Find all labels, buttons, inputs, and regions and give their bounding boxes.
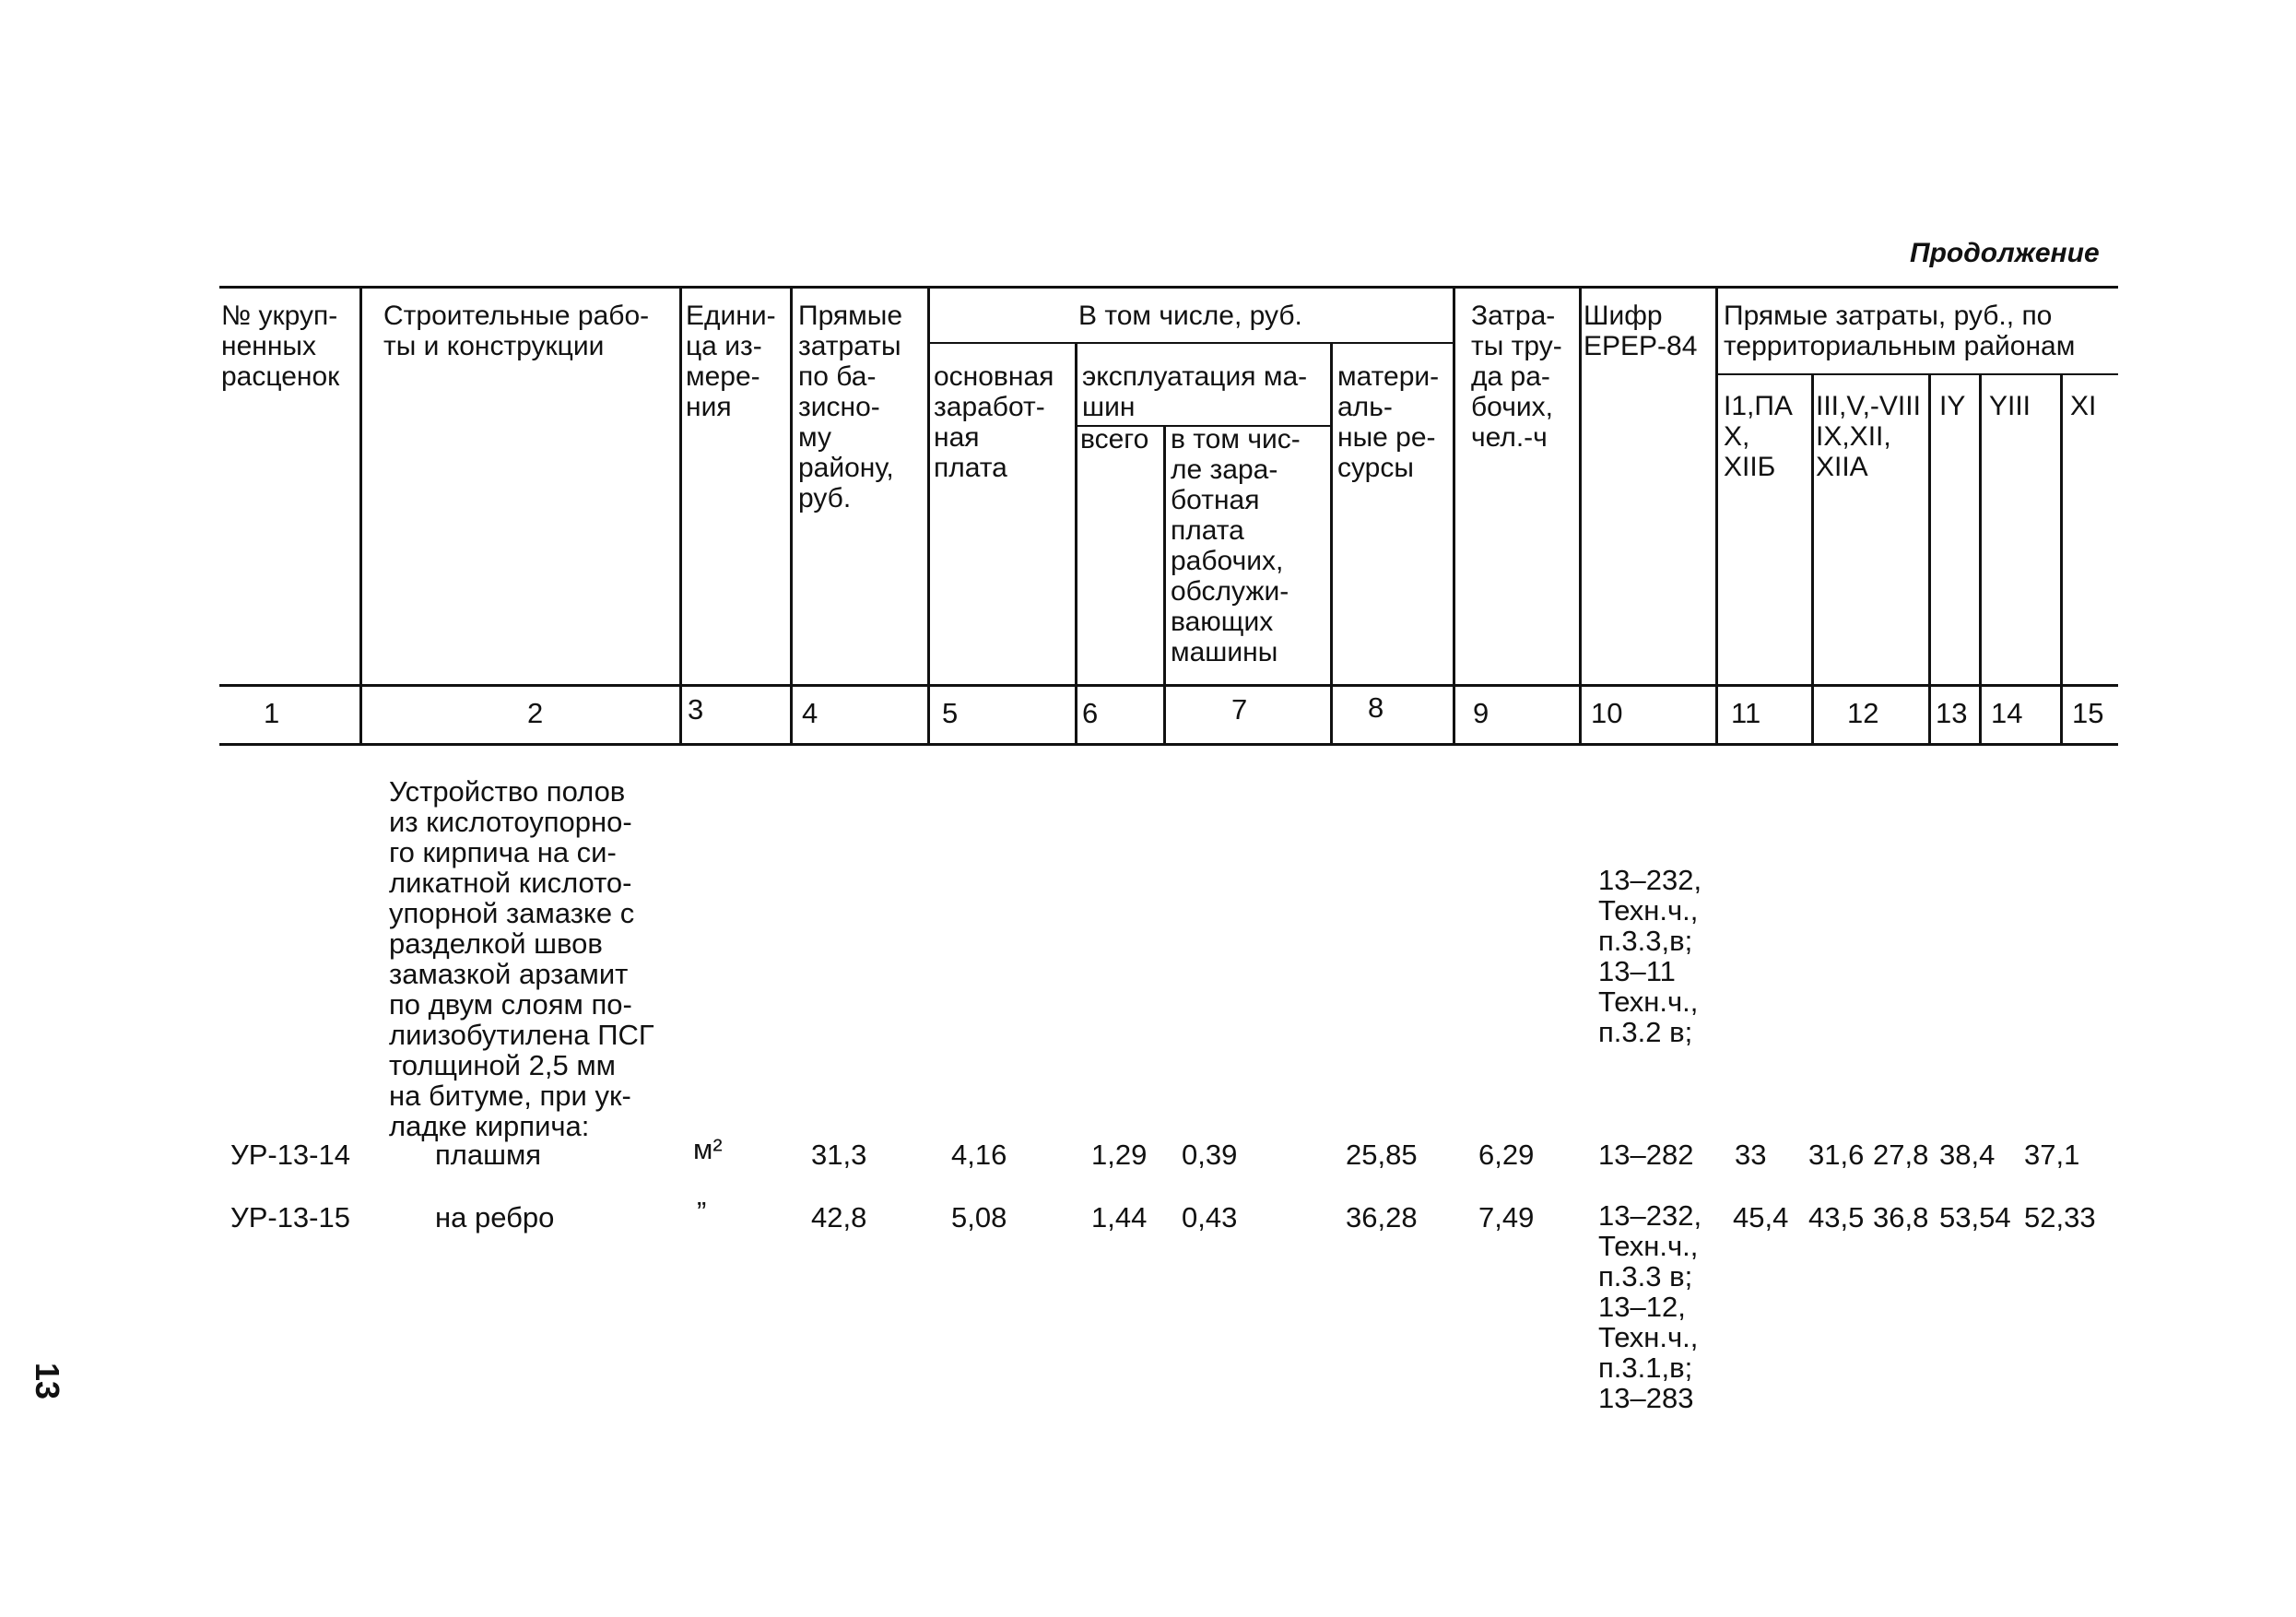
row1-unit: м² — [693, 1133, 723, 1165]
colnum-5: 5 — [942, 697, 959, 729]
header-col7: в том чис- ле зара- ботная плата рабочих, обслужи- вающих машины — [1171, 424, 1301, 667]
row2-direct: 42,8 — [811, 1201, 867, 1233]
row1-mach-total: 1,29 — [1091, 1139, 1148, 1171]
colnum-12: 12 — [1847, 697, 1879, 729]
row2-mach-wage: 0,43 — [1182, 1201, 1238, 1233]
row1-work: плашмя — [435, 1139, 542, 1171]
header-col10: Шифр ЕРЕР-84 — [1584, 301, 1698, 361]
header-col5: основная заработ- ная плата — [934, 361, 1054, 483]
header-col3: Едини- ца из- мере- ния — [686, 301, 776, 422]
col-rule-11 — [1811, 374, 1814, 743]
colnum-14: 14 — [1991, 697, 2023, 729]
row2-r11: 45,4 — [1733, 1201, 1789, 1233]
row2-r12: 43,5 — [1808, 1201, 1865, 1233]
row2-cipher: 13–232, Техн.ч., п.3.3 в; 13–12, Техн.ч., п.3.1,в; 13–283 — [1598, 1199, 1702, 1414]
col-rule-12 — [1928, 374, 1931, 743]
row1-mach-wage: 0,39 — [1182, 1139, 1238, 1171]
colnum-11: 11 — [1731, 697, 1761, 729]
section-code: 13–232, Техн.ч., п.3.3,в; 13–11 Техн.ч., п.3.2 в; — [1598, 864, 1702, 1048]
row2-wage: 5,08 — [951, 1201, 1007, 1233]
row1-cipher: 13–282 — [1598, 1139, 1694, 1171]
col-rule-14 — [2060, 374, 2063, 743]
row2-unit: ” — [697, 1196, 707, 1228]
header-col12: III,V,-VIII IX,XII, XIIA — [1816, 391, 1921, 482]
row1-r15: 37,1 — [2024, 1139, 2080, 1171]
colnum-8: 8 — [1368, 691, 1384, 724]
section-title: Устройство полов из кислотоупорно- го кирпича на си- ликатной кислото- упорной замазке с разделкой швов замазкой арзамит по двум слоям по- лиизобутилена ПСГ толщиной 2,5 мм на битуме, при ук- ладке кирпича: — [389, 775, 654, 1142]
numbers-bottom-rule — [219, 743, 2118, 746]
col-rule-7 — [1330, 343, 1333, 743]
colnum-7: 7 — [1231, 693, 1248, 726]
col-rule-10 — [1715, 286, 1718, 743]
colnum-15: 15 — [2072, 697, 2104, 729]
group-5-8-rule — [929, 342, 1454, 344]
row1-r13: 27,8 — [1873, 1139, 1929, 1171]
row2-code: УР-13-15 — [230, 1201, 350, 1233]
header-col13: IY — [1939, 391, 1966, 421]
row2-materials: 36,28 — [1346, 1201, 1418, 1233]
colnum-1: 1 — [264, 697, 280, 729]
row2-r15: 52,33 — [2024, 1201, 2096, 1233]
header-col15: XI — [2070, 391, 2097, 421]
row2-r14: 53,54 — [1939, 1201, 2011, 1233]
col-rule-9 — [1579, 286, 1582, 743]
row1-materials: 25,85 — [1346, 1139, 1418, 1171]
row2-r13: 36,8 — [1873, 1201, 1929, 1233]
colnum-13: 13 — [1936, 697, 1968, 729]
row1-code: УР-13-14 — [230, 1139, 350, 1171]
row2-labor: 7,49 — [1478, 1201, 1535, 1233]
row1-r14: 38,4 — [1939, 1139, 1996, 1171]
col-rule-5 — [1075, 343, 1077, 743]
row1-r11: 33 — [1735, 1139, 1767, 1171]
row1-wage: 4,16 — [951, 1139, 1007, 1171]
colnum-3: 3 — [688, 693, 704, 726]
col-rule-8 — [1453, 286, 1455, 743]
group-11-15-rule — [1718, 373, 2118, 375]
header-col4: Прямые затраты по ба- зисно- му району, руб. — [798, 301, 903, 513]
row1-direct: 31,3 — [811, 1139, 867, 1171]
colnum-9: 9 — [1473, 697, 1489, 729]
header-col1: № укруп- ненных расценок — [221, 301, 340, 392]
colnum-4: 4 — [802, 697, 818, 729]
col-rule-3 — [790, 286, 793, 743]
colnum-10: 10 — [1591, 697, 1623, 729]
table-top-rule — [219, 286, 2118, 289]
header-col6: всего — [1080, 424, 1149, 454]
col-rule-4 — [927, 286, 930, 743]
header-col8: матери- аль- ные ре- сурсы — [1337, 361, 1440, 483]
header-bottom-rule — [219, 684, 2118, 687]
col-rule-2 — [679, 286, 682, 743]
header-group-11-15: Прямые затраты, руб., по территориальным районам — [1724, 301, 2076, 361]
header-group-5-8: В том числе, руб. — [1078, 301, 1302, 331]
colnum-6: 6 — [1082, 697, 1099, 729]
header-col11: I1,ПА X, XIIБ — [1724, 391, 1793, 482]
col-rule-6 — [1163, 426, 1166, 743]
col-rule-1 — [359, 286, 362, 743]
header-col2: Строительные рабо- ты и конструкции — [383, 301, 650, 361]
page-number: 13 — [29, 1363, 66, 1400]
row1-labor: 6,29 — [1478, 1139, 1535, 1171]
row2-mach-total: 1,44 — [1091, 1201, 1148, 1233]
colnum-2: 2 — [527, 697, 544, 729]
row1-r12: 31,6 — [1808, 1139, 1865, 1171]
header-col14: YIII — [1989, 391, 2031, 421]
row2-work: на ребро — [435, 1201, 555, 1233]
continuation-label: Продолжение — [1910, 238, 2100, 268]
col-rule-13 — [1979, 374, 1982, 743]
header-group-6-7: эксплуатация ма- шин — [1082, 361, 1308, 422]
header-col9: Затра- ты тру- да ра- бочих, чел.-ч — [1471, 301, 1562, 453]
